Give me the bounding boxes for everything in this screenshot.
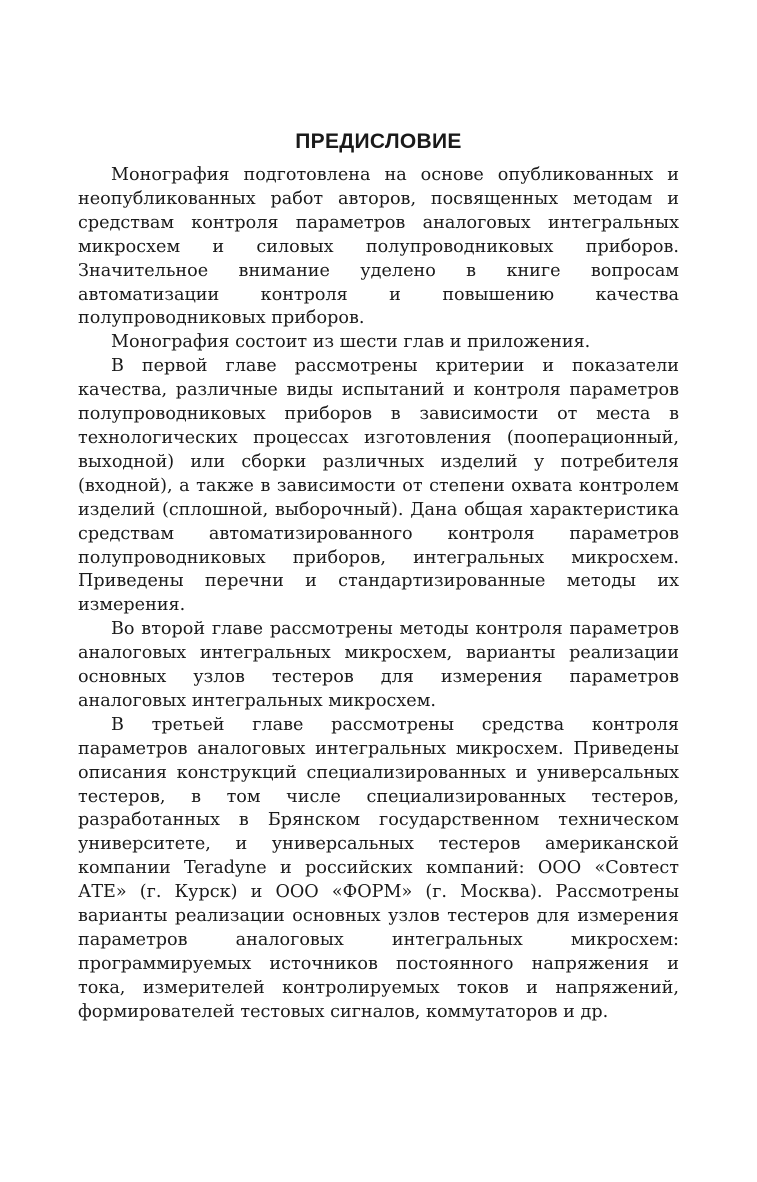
paragraph-5: В третьей главе рассмотрены средства контроля параметров аналоговых интегральных микросхем. Приведены описания конструкций специализированных и универсальных тестеров, в том числе специализированных тестеров, разработанных в Брянском государственном техническом университете, и универсальных тестеров американской компании Teradyne и российских компаний: ООО «Совтест АТЕ» (г. Курск) и ООО «ФОРМ» (г. Москва). Рассмотрены варианты реализации основных узлов тестеров для измерения параметров аналоговых интегральных микросхем: программируемых источников постоянного напряжения и тока, измерителей контролируемых токов и напряжений, формирователей тестовых сигналов, коммутаторов и др. (78, 714, 679, 1022)
document-page (78, 130, 679, 1025)
paragraph-2: Монография состоит из шести глав и приложения. (111, 332, 591, 353)
paragraph-4: Во второй главе рассмотрены методы контроля параметров аналоговых интегральных микросхем, варианты реализации основных узлов тестеров для измерения параметров аналоговых интегральных микросхем. (78, 619, 679, 711)
page-title: ПРЕДИСЛОВИЕ (295, 130, 462, 153)
paragraph-3: В первой главе рассмотрены критерии и показатели качества, различные виды испытаний и контроля параметров полупроводниковых приборов в зависимости от места в технологических процессах изготовления (пооперационный, выходной) или сборки различных изделий у потребителя (входной), а также в зависимости от степени охвата контролем изделий (сплошной, выборочный). Дана общая характеристика средствам автоматизированного контроля параметров полупроводниковых приборов, интегральных микросхем. Приведены перечни и стандартизированные методы их измерения. (78, 356, 679, 616)
paragraph-1: Монография подготовлена на основе опубликованных и неопубликованных работ авторов, посвященных методам и средствам контроля параметров аналоговых интегральных микросхем и силовых полупроводниковых приборов. Значительное внимание уделено в книге вопросам автоматизации контроля и повышению качества полупроводниковых приборов. (78, 165, 679, 329)
